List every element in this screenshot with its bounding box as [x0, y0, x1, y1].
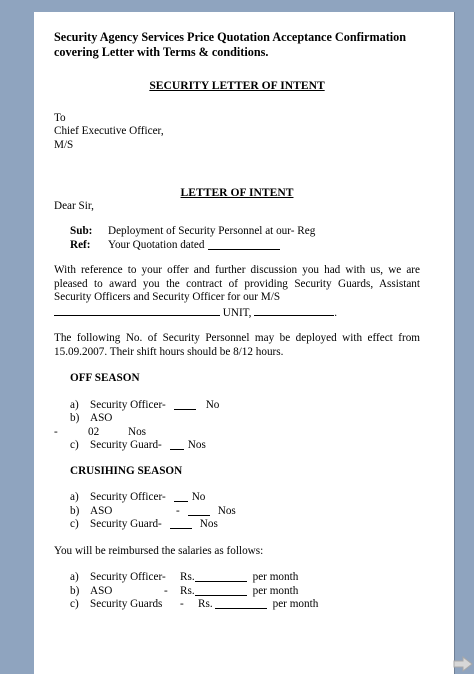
- item-unit: No: [205, 398, 220, 411]
- item-marker: c): [70, 439, 79, 451]
- qty-blank: [170, 439, 184, 450]
- to-line: To: [54, 111, 66, 124]
- item-marker: b): [70, 504, 80, 517]
- right-margin: [454, 0, 474, 674]
- ms-line: M/S: [54, 138, 74, 151]
- item-marker: c): [70, 598, 79, 610]
- crushing-season-list: [54, 491, 420, 532]
- salutation: Dear Sir,: [54, 199, 94, 212]
- list-item: [70, 571, 420, 585]
- item-unit: per month: [252, 571, 299, 583]
- list-item: [70, 598, 420, 612]
- currency-label: Rs.: [180, 584, 195, 597]
- list-item: [70, 412, 420, 426]
- list-item: [70, 439, 420, 453]
- intent-title: SECURITY LETTER OF INTENT: [149, 79, 325, 92]
- item-unit: No: [191, 491, 206, 503]
- next-page-arrow-icon[interactable]: [453, 656, 473, 672]
- paragraph-award-text: With reference to your offer and further discussion you had with us, we are pleased to award you the contract of providing Security Guards, Assistant Security Officers and Security Officer for our M/S: [54, 264, 420, 303]
- currency-label: Rs.: [180, 571, 195, 583]
- list-item: [70, 518, 420, 532]
- item-label: Security Officer-: [90, 571, 166, 583]
- currency-label: Rs.: [198, 598, 213, 610]
- dash: -: [180, 598, 184, 610]
- item-label: ASO: [90, 584, 113, 597]
- item-label: Security Guard-: [90, 518, 162, 530]
- list-item: [70, 585, 420, 599]
- paragraph-deploy: The following No. of Security Personnel may be deployed with effect from 15.09.2007. Their shift hours should be 8/12 hours.: [54, 332, 420, 358]
- item-unit: per month: [252, 584, 299, 597]
- reimburse-line: You will be reimbursed the salaries as follows:: [54, 544, 264, 557]
- item-label: Security Officer-: [90, 398, 166, 411]
- item-unit: Nos: [217, 504, 236, 517]
- item-label: Security Officer-: [90, 491, 166, 503]
- item-label: Security Guard-: [90, 439, 162, 451]
- item-marker: a): [70, 571, 79, 583]
- qty-blank: [170, 518, 192, 529]
- item-unit: Nos: [199, 518, 218, 530]
- company-blank: [54, 305, 220, 316]
- item-marker: b): [70, 584, 80, 597]
- item-marker: b): [70, 412, 80, 424]
- dash: -: [176, 504, 180, 517]
- dash: -: [164, 584, 168, 597]
- sub-text: Deployment of Security Personnel at our- Reg: [108, 225, 316, 237]
- item-label: Security Guards: [90, 598, 163, 610]
- item-label: ASO: [90, 504, 113, 517]
- qty-blank: [174, 399, 196, 410]
- item-marker: a): [70, 398, 79, 411]
- unit-label: UNIT,: [222, 306, 252, 319]
- item-unit: per month: [272, 598, 319, 610]
- document-page: [34, 12, 454, 674]
- subject-row: [54, 225, 420, 239]
- ref-text: Your Quotation dated: [108, 238, 205, 251]
- list-item: [70, 399, 420, 413]
- item-unit: Nos: [187, 439, 206, 451]
- amount-blank: [215, 598, 267, 609]
- amount-blank: [195, 585, 247, 596]
- item-unit: Nos: [128, 425, 147, 438]
- subject-block: [54, 225, 420, 252]
- unit-blank: [254, 305, 334, 316]
- list-item: [70, 505, 420, 519]
- off-season-list: [54, 399, 420, 453]
- crushing-season-heading: CRUSIHING SEASON: [70, 464, 183, 477]
- letter-title: LETTER OF INTENT: [180, 186, 294, 199]
- left-margin: [0, 0, 34, 674]
- paragraph-award: With reference to your offer and further discussion you had with us, we are pleased to award you the contract of providing Security Guards, Assistant Security Officers and Security Officer for our M/S UNIT, .: [54, 264, 420, 319]
- list-item: [54, 426, 420, 440]
- item-label: 02: [88, 425, 100, 438]
- amount-blank: [195, 571, 247, 582]
- item-label: ASO: [90, 412, 113, 424]
- document-heading: Security Agency Services Price Quotation Acceptance Confirmation covering Letter with Terms & conditions.: [54, 30, 407, 59]
- recipient-line: Chief Executive Officer,: [54, 125, 164, 137]
- recipient-block: [54, 112, 420, 153]
- qty-blank: [174, 491, 188, 502]
- ref-row: [54, 239, 420, 253]
- item-marker: a): [70, 491, 79, 503]
- off-season-heading: OFF SEASON: [70, 372, 140, 384]
- qty-blank: [188, 505, 210, 516]
- ref-label: Ref:: [70, 238, 91, 251]
- list-item: [70, 491, 420, 505]
- document-content: [54, 30, 420, 612]
- item-marker: c): [70, 518, 79, 530]
- item-marker: -: [54, 425, 58, 438]
- ref-date-blank: [208, 239, 280, 250]
- sub-label: Sub:: [70, 225, 93, 237]
- salary-list: [54, 571, 420, 612]
